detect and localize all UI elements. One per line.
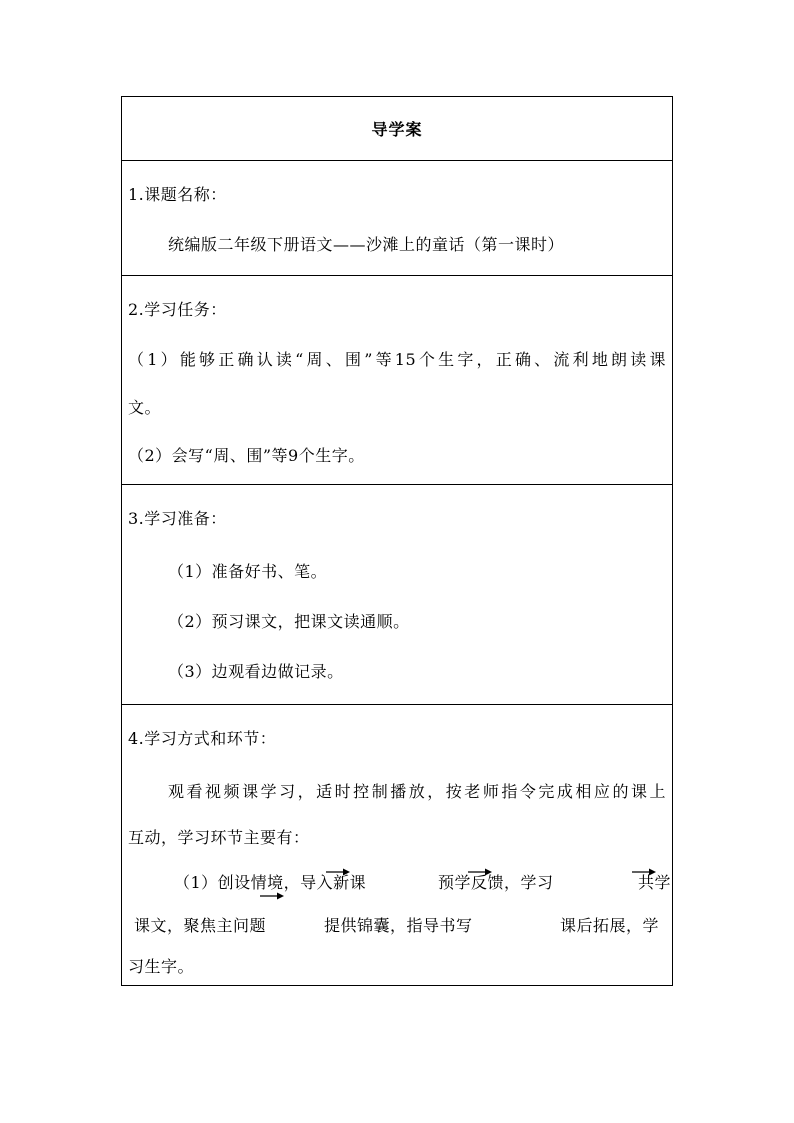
prep-item: （1）准备好书、笔。	[168, 562, 328, 581]
flow-step-intro: （1）创设情境，导入新课	[174, 873, 367, 892]
flow-line-3: 习生字。	[128, 957, 195, 976]
arrow-right-icon	[468, 867, 492, 877]
arrow-right-icon	[260, 891, 284, 901]
section-heading: 1.课题名称：	[128, 185, 227, 204]
method-intro-line-1: 观看视频课学习，适时控制播放，按老师指令完成相应的课上	[168, 782, 666, 801]
section-topic	[122, 160, 672, 275]
section-preparation	[122, 484, 672, 704]
task-item-2: （2）会写“周、围”等9个生字。	[128, 446, 365, 465]
flow-step-feedback: 预学反馈，学习	[438, 873, 554, 892]
prep-item: （2）预习课文，把课文读通顺。	[168, 612, 410, 631]
arrow-right-icon	[632, 867, 656, 877]
prep-item: （3）边观看边做记录。	[168, 662, 344, 681]
flow-step-writing: 提供锦囊，指导书写	[324, 916, 473, 935]
arrow-right-icon	[326, 867, 350, 877]
section-heading: 3.学习准备：	[128, 509, 227, 528]
flow-line-1	[128, 859, 672, 903]
flow-step-focus: 课文，聚焦主问题	[134, 916, 267, 935]
flow-line-2	[128, 903, 666, 945]
flow-step-colearn: 共学	[638, 873, 672, 892]
task-item-1-line-2: 文。	[128, 398, 162, 417]
flow-step-extension: 课后拓展，学	[560, 916, 660, 935]
study-guide-table	[121, 96, 673, 986]
section-heading: 2.学习任务：	[128, 300, 227, 319]
section-method	[122, 704, 672, 985]
task-item-1-line-1: （1）能够正确认读“周、围”等15个生字，正确、流利地朗读课	[128, 350, 666, 369]
section-tasks	[122, 275, 672, 484]
method-intro-line-2: 互动，学习环节主要有：	[128, 828, 310, 847]
title-cell	[122, 97, 672, 160]
section-heading: 4.学习方式和环节：	[128, 729, 277, 748]
page-title: 导学案	[371, 120, 423, 139]
topic-content: 统编版二年级下册语文——沙滩上的童话（第一课时）	[168, 235, 565, 254]
